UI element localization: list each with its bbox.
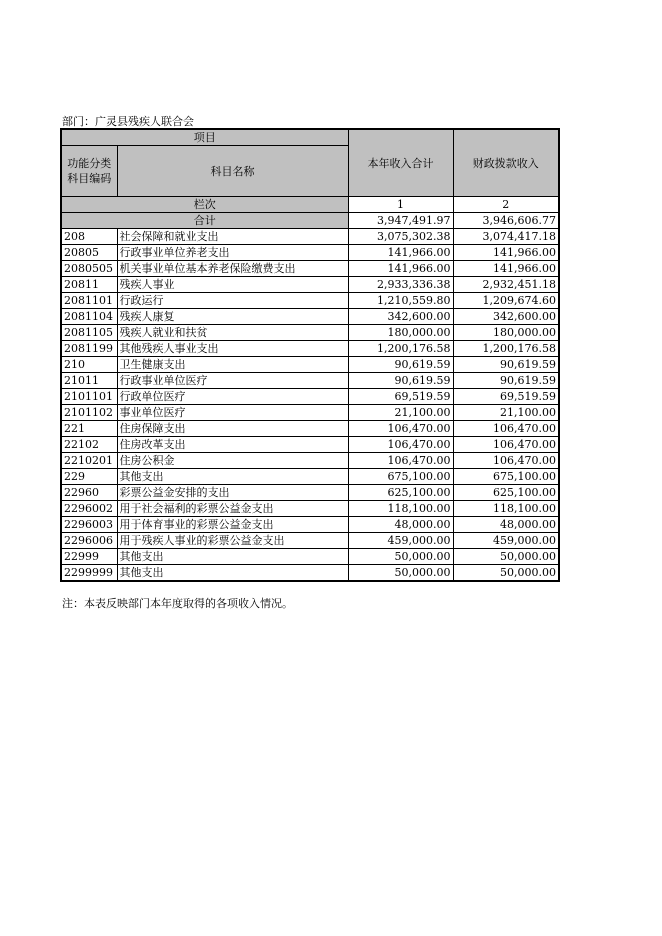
table-row [61,325,559,341]
row-name: 住房改革支出 [117,437,348,453]
row-code: 2299999 [61,565,117,582]
row-code: 2081199 [61,341,117,357]
row-income-total: 69,519.59 [348,389,453,405]
row-name: 行政事业单位医疗 [117,373,348,389]
row-fiscal-income: 1,209,674.60 [453,293,559,309]
table-row [61,229,559,245]
row-income-total: 141,966.00 [348,261,453,277]
row-fiscal-income: 1,200,176.58 [453,341,559,357]
row-name: 社会保障和就业支出 [117,229,348,245]
table-row [61,437,559,453]
row-name: 用于社会福利的彩票公益金支出 [117,501,348,517]
row-income-total: 1,200,176.58 [348,341,453,357]
header-row-column-index [61,197,559,213]
table-row [61,293,559,309]
row-code: 2296006 [61,533,117,549]
row-code: 221 [61,421,117,437]
row-code: 210 [61,357,117,373]
row-income-total: 118,100.00 [348,501,453,517]
row-code: 208 [61,229,117,245]
row-income-total: 3,075,302.38 [348,229,453,245]
table-row [61,549,559,565]
table-row [61,341,559,357]
row-income-total: 50,000.00 [348,565,453,582]
row-code: 2080505 [61,261,117,277]
row-fiscal-income: 106,470.00 [453,421,559,437]
row-income-total: 1,210,559.80 [348,293,453,309]
total-income: 3,947,491.97 [348,213,453,229]
table-row [61,309,559,325]
row-fiscal-income: 106,470.00 [453,437,559,453]
table-row [61,357,559,373]
row-code: 2081101 [61,293,117,309]
table-row [61,421,559,437]
table-note: 注：本表反映部门本年度取得的各项收入情况。 [62,597,293,610]
table-row [61,245,559,261]
row-income-total: 141,966.00 [348,245,453,261]
row-code: 22102 [61,437,117,453]
row-income-total: 90,619.59 [348,357,453,373]
header-code-label-line1: 功能分类 [67,157,112,170]
row-code: 2296003 [61,517,117,533]
header-col2: 2 [453,197,559,213]
header-income-total: 本年收入合计 [348,129,453,197]
row-name: 其他支出 [117,565,348,582]
header-project: 项目 [61,129,348,146]
header-column-label: 栏次 [61,197,348,213]
row-income-total: 180,000.00 [348,325,453,341]
header-col1: 1 [348,197,453,213]
table-row [61,261,559,277]
header-code-label [61,146,117,197]
table-row [61,277,559,293]
row-name: 其他支出 [117,469,348,485]
table-row [61,405,559,421]
row-fiscal-income: 141,966.00 [453,245,559,261]
row-income-total: 48,000.00 [348,517,453,533]
row-name: 行政运行 [117,293,348,309]
row-income-total: 675,100.00 [348,469,453,485]
total-row [61,213,559,229]
row-fiscal-income: 141,966.00 [453,261,559,277]
table-row [61,533,559,549]
row-code: 2101102 [61,405,117,421]
row-name: 其他残疾人事业支出 [117,341,348,357]
row-name: 彩票公益金安排的支出 [117,485,348,501]
row-income-total: 106,470.00 [348,437,453,453]
row-code: 22960 [61,485,117,501]
table-row [61,485,559,501]
row-fiscal-income: 118,100.00 [453,501,559,517]
row-fiscal-income: 675,100.00 [453,469,559,485]
row-income-total: 459,000.00 [348,533,453,549]
table-row [61,469,559,485]
row-fiscal-income: 50,000.00 [453,565,559,582]
row-name: 残疾人就业和扶贫 [117,325,348,341]
row-name: 残疾人事业 [117,277,348,293]
row-fiscal-income: 90,619.59 [453,373,559,389]
table-row [61,373,559,389]
row-name: 住房公积金 [117,453,348,469]
total-fiscal: 3,946,606.77 [453,213,559,229]
income-table [60,128,560,582]
table-row [61,501,559,517]
row-name: 机关事业单位基本养老保险缴费支出 [117,261,348,277]
header-name-label: 科目名称 [117,146,348,197]
row-code: 2081105 [61,325,117,341]
row-code: 2101101 [61,389,117,405]
row-income-total: 106,470.00 [348,421,453,437]
department-label: 部门：广灵县残疾人联合会 [62,115,194,128]
row-name: 其他支出 [117,549,348,565]
header-fiscal-income: 财政拨款收入 [453,129,559,197]
row-code: 229 [61,469,117,485]
row-code: 22999 [61,549,117,565]
table-row [61,389,559,405]
row-income-total: 342,600.00 [348,309,453,325]
row-code: 2296002 [61,501,117,517]
row-name: 事业单位医疗 [117,405,348,421]
row-fiscal-income: 48,000.00 [453,517,559,533]
row-fiscal-income: 50,000.00 [453,549,559,565]
table-row [61,565,559,582]
row-income-total: 50,000.00 [348,549,453,565]
row-code: 21011 [61,373,117,389]
row-income-total: 90,619.59 [348,373,453,389]
row-name: 行政事业单位养老支出 [117,245,348,261]
header-code-label-line2: 科目编码 [67,172,112,185]
row-fiscal-income: 180,000.00 [453,325,559,341]
row-fiscal-income: 106,470.00 [453,453,559,469]
row-code: 2081104 [61,309,117,325]
row-name: 残疾人康复 [117,309,348,325]
row-name: 用于残疾人事业的彩票公益金支出 [117,533,348,549]
row-income-total: 625,100.00 [348,485,453,501]
row-fiscal-income: 3,074,417.18 [453,229,559,245]
row-fiscal-income: 342,600.00 [453,309,559,325]
row-fiscal-income: 459,000.00 [453,533,559,549]
row-code: 20805 [61,245,117,261]
row-fiscal-income: 90,619.59 [453,357,559,373]
row-name: 用于体育事业的彩票公益金支出 [117,517,348,533]
row-fiscal-income: 21,100.00 [453,405,559,421]
row-income-total: 21,100.00 [348,405,453,421]
row-code: 2210201 [61,453,117,469]
row-name: 卫生健康支出 [117,357,348,373]
header-row-project [61,129,559,146]
row-name: 行政单位医疗 [117,389,348,405]
table-row [61,453,559,469]
total-label: 合计 [61,213,348,229]
row-fiscal-income: 625,100.00 [453,485,559,501]
table-row [61,517,559,533]
row-fiscal-income: 69,519.59 [453,389,559,405]
row-code: 20811 [61,277,117,293]
row-income-total: 2,933,336.38 [348,277,453,293]
row-income-total: 106,470.00 [348,453,453,469]
row-fiscal-income: 2,932,451.18 [453,277,559,293]
row-name: 住房保障支出 [117,421,348,437]
